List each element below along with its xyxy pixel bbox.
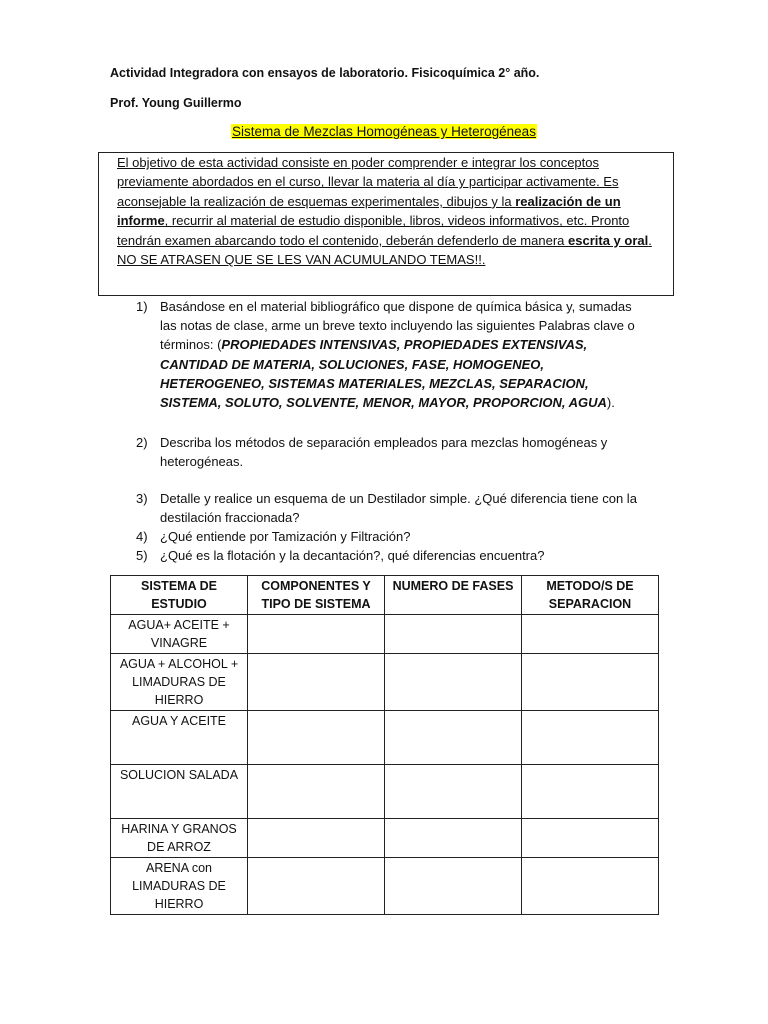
table-cell-empty[interactable]: [248, 765, 385, 819]
question-keywords: PROPIEDADES INTENSIVAS, PROPIEDADES EXTENSIVAS, CANTIDAD DE MATERIA, SOLUCIONES, FASE, HOMOGENEO, HETEROGENEO, SISTEMAS MATERIALES, MEZCLAS, SEPARACION, SISTEMA, SOLUTO, SOLVENTE, MENOR, MAYOR, PROPORCION, AGUA: [160, 337, 607, 411]
table-cell-empty[interactable]: [385, 615, 522, 654]
professor-name: Prof. Young Guillermo: [110, 96, 242, 110]
table-cell-system: AGUA Y ACEITE: [111, 711, 248, 765]
objective-part-2: , recurrir al material de estudio disponible, libros, videos informativos, etc. Pronto tendrán examen abarcando todo el contenido, deberán defenderlo de manera: [117, 213, 630, 248]
question-number: 1): [136, 299, 148, 314]
table-cell-empty[interactable]: [385, 765, 522, 819]
objective-part-1: El objetivo de esta actividad consiste en poder comprender e integrar los conceptos previamente abordados en el curso, llevar la materia al día y participar activamente. Es aconsejable la realización de esquemas experimentales, dibujos y la: [117, 155, 619, 209]
question-text: Detalle y realice un esquema de un Destilador simple. ¿Qué diferencia tiene con la destilación fraccionada?: [160, 491, 637, 526]
table-header-row: [111, 576, 659, 615]
table-cell-system: SOLUCION SALADA: [111, 765, 248, 819]
question-number: 2): [136, 435, 148, 450]
table-cell-empty[interactable]: [248, 615, 385, 654]
table-cell-empty[interactable]: [522, 711, 659, 765]
question-text: ¿Qué es la flotación y la decantación?, qué diferencias encuentra?: [160, 548, 545, 563]
question-number: 3): [136, 491, 148, 506]
question-text-pre: Basándose en el material bibliográfico que dispone de química básica y, sumadas las notas de clase, arme un breve texto incluyendo las siguientes Palabras clave o términos: (: [160, 299, 635, 353]
activity-title: Actividad Integradora con ensayos de laboratorio. Fisicoquímica 2° año.: [110, 66, 540, 80]
study-systems-table: [110, 575, 659, 915]
table-header-cell: COMPONENTES Y TIPO DE SISTEMA: [248, 576, 385, 615]
table-row: [111, 765, 659, 819]
table-cell-system: HARINA Y GRANOS DE ARROZ: [111, 819, 248, 858]
question-number: 5): [136, 548, 148, 563]
table-cell-system: AGUA + ALCOHOL + LIMADURAS DE HIERRO: [111, 654, 248, 711]
table-header-cell: NUMERO DE FASES: [385, 576, 522, 615]
table-row: [111, 654, 659, 711]
table-cell-empty[interactable]: [248, 819, 385, 858]
table-cell-empty[interactable]: [385, 858, 522, 915]
objective-paragraph: [117, 153, 673, 269]
table-row: [111, 711, 659, 765]
table-cell-empty[interactable]: [522, 858, 659, 915]
question-text: [160, 297, 650, 412]
table-cell-empty[interactable]: [248, 711, 385, 765]
table-cell-empty[interactable]: [385, 654, 522, 711]
document-title: [0, 124, 768, 139]
document-title-text: Sistema de Mezclas Homogéneas y Heterogéneas: [232, 124, 536, 139]
objective-bold-exam: escrita y oral: [568, 232, 649, 248]
table-row: [111, 819, 659, 858]
table-cell-empty[interactable]: [248, 858, 385, 915]
objective-box: [98, 152, 674, 296]
table-row: [111, 615, 659, 654]
question-text: ¿Qué entiende por Tamización y Filtración?: [160, 529, 411, 544]
objective-bold-report: realización de un informe: [117, 193, 621, 229]
table-cell-empty[interactable]: [522, 819, 659, 858]
table-cell-empty[interactable]: [522, 615, 659, 654]
table-cell-empty[interactable]: [522, 654, 659, 711]
question-text: Describa los métodos de separación empleados para mezclas homogéneas y heterogéneas.: [160, 435, 608, 470]
table-cell-empty[interactable]: [522, 765, 659, 819]
table-cell-empty[interactable]: [248, 654, 385, 711]
table-cell-empty[interactable]: [385, 711, 522, 765]
table-cell-system: AGUA+ ACEITE + VINAGRE: [111, 615, 248, 654]
table-cell-system: ARENA con LIMADURAS DE HIERRO: [111, 858, 248, 915]
table-header-cell: METODO/S DE SEPARACION: [522, 576, 659, 615]
table-header-cell: SISTEMA DE ESTUDIO: [111, 576, 248, 615]
objective-part-3: . NO SE ATRASEN QUE SE LES VAN ACUMULANDO TEMAS!!.: [117, 232, 652, 268]
question-text-post: ).: [606, 395, 615, 411]
table-cell-empty[interactable]: [385, 819, 522, 858]
question-number: 4): [136, 529, 148, 544]
table-row: [111, 858, 659, 915]
